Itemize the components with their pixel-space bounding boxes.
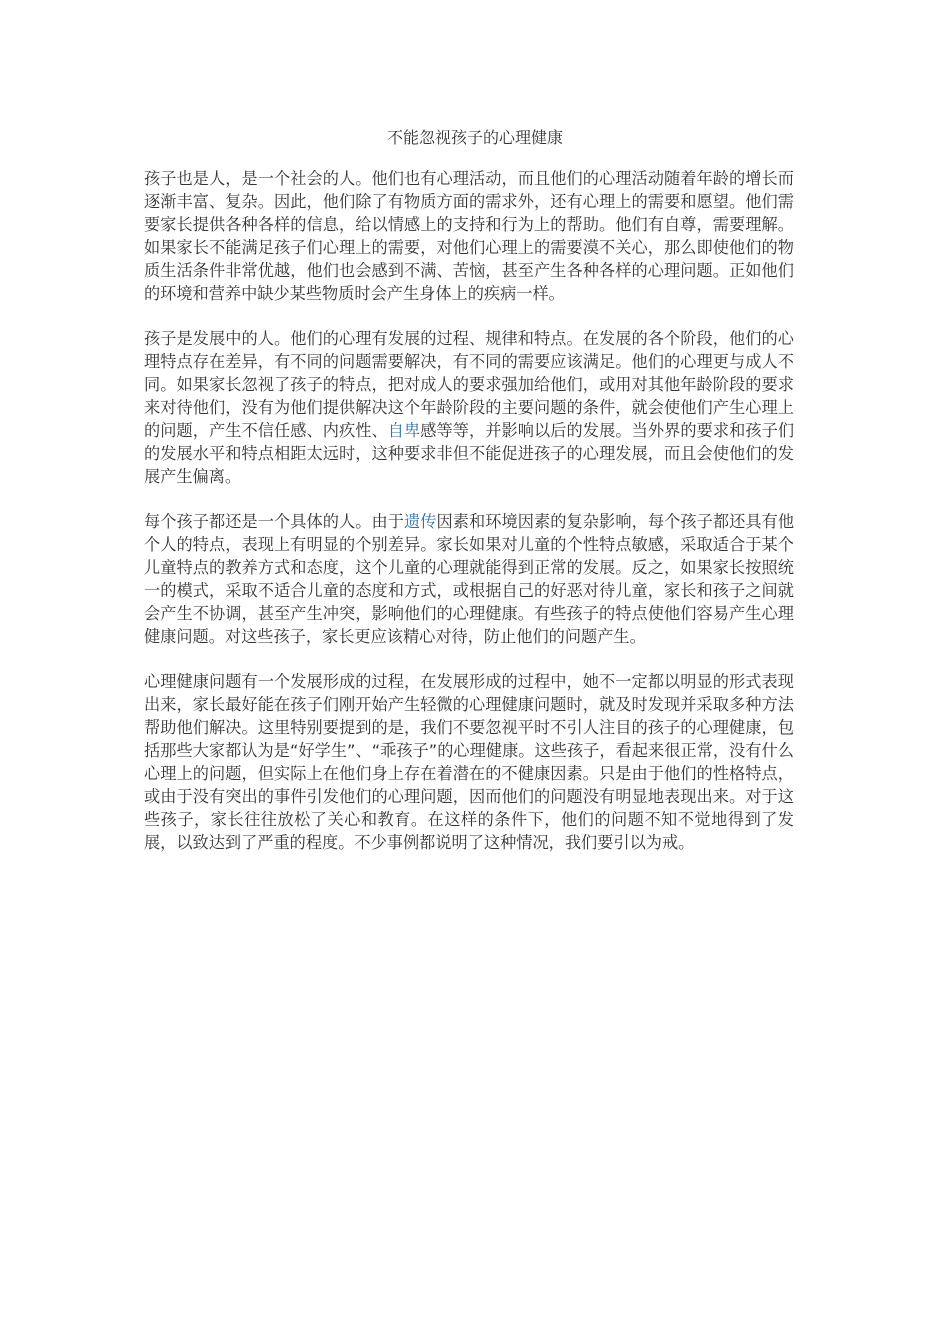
document-body <box>144 167 794 876</box>
link-yichuan[interactable]: 遗传 <box>404 512 437 531</box>
link-zibei[interactable]: 自卑 <box>387 421 421 440</box>
paragraph-3-text-before: 每个孩子都还是一个具体的人。由于 <box>144 512 405 531</box>
paragraph-4: 心理健康问题有一个发展形成的过程，在发展形成的过程中，她不一定都以明显的形式表现出来，家长最好能在孩子们刚开始产生轻微的心理健康问题时，就及时发现并采取多种方法帮助他们解决。这里特别要提到的是，我们不要忽视平时不引人注目的孩子的心理健康，包括那些大家都认为是“好学生”、“乖孩子”的心理健康。这些孩子，看起来很正常，没有什么心理上的问题，但实际上在他们身上存在着潜在的不健康因素。只是由于他们的性格特点，或由于没有突出的事件引发他们的心理问题，因而他们的问题没有明显地表现出来。对于这些孩子，家长往往放松了关心和教育。在这样的条件下，他们的问题不知不觉地得到了发展，以致达到了严重的程度。不少事例都说明了这种情况，我们要引以为戒。 <box>144 672 794 852</box>
paragraph-3 <box>144 510 794 648</box>
paragraph-2 <box>144 327 794 488</box>
document-title: 不能忽视孩子的心理健康 <box>386 128 563 147</box>
paragraph-2-text-after: 感等等，并影响以后的发展。当外界的要求和孩子们的发展水平和特点相距太远时，这种要求非但不能促进孩子的心理发展，而且会使他们的发展产生偏离。 <box>144 421 795 486</box>
paragraph-3-text-after: 因素和环境因素的复杂影响，每个孩子都还具有他个人的特点，表现上有明显的个别差异。家长如果对儿童的个性特点敏感，采取适合于某个儿童特点的教养方式和态度，这个儿童的心理就能得到正常的发展。反之，如果家长按照统一的模式，采取不适合儿童的态度和方式，或根据自己的好恶对待儿童，家长和孩子之间就会产生不协调，甚至产生冲突，影响他们的心理健康。有些孩子的特点使他们容易产生心理健康问题。对这些孩子，家长更应该精心对待，防止他们的问题产生。 <box>144 512 795 646</box>
paragraph-2-text-before: 孩子是发展中的人。他们的心理有发展的过程、规律和特点。在发展的各个阶段，他们的心理特点存在差异，有不同的问题需要解决，有不同的需要应该满足。他们的心理更与成人不同。如果家长忽视了孩子的特点，把对成人的要求强加给他们，或用对其他年龄阶段的要求来对待他们，没有为他们提供解决这个年龄阶段的主要问题的条件，就会使他们产生心理上的问题，产生不信任感、内疚性、 <box>144 329 794 440</box>
paragraph-1: 孩子也是人，是一个社会的人。他们也有心理活动，而且他们的心理活动随着年龄的增长而逐渐丰富、复杂。因此，他们除了有物质方面的需求外，还有心理上的需要和愿望。他们需要家长提供各种各样的信息，给以情感上的支持和行为上的帮助。他们有自尊，需要理解。如果家长不能满足孩子们心理上的需要，对他们心理上的需要漠不关心，那么即使他们的物质生活条件非常优越，他们也会感到不满、苦恼，甚至产生各种各样的心理问题。正如他们的环境和营养中缺少某些物质时会产生身体上的疾病一样。 <box>144 169 794 303</box>
